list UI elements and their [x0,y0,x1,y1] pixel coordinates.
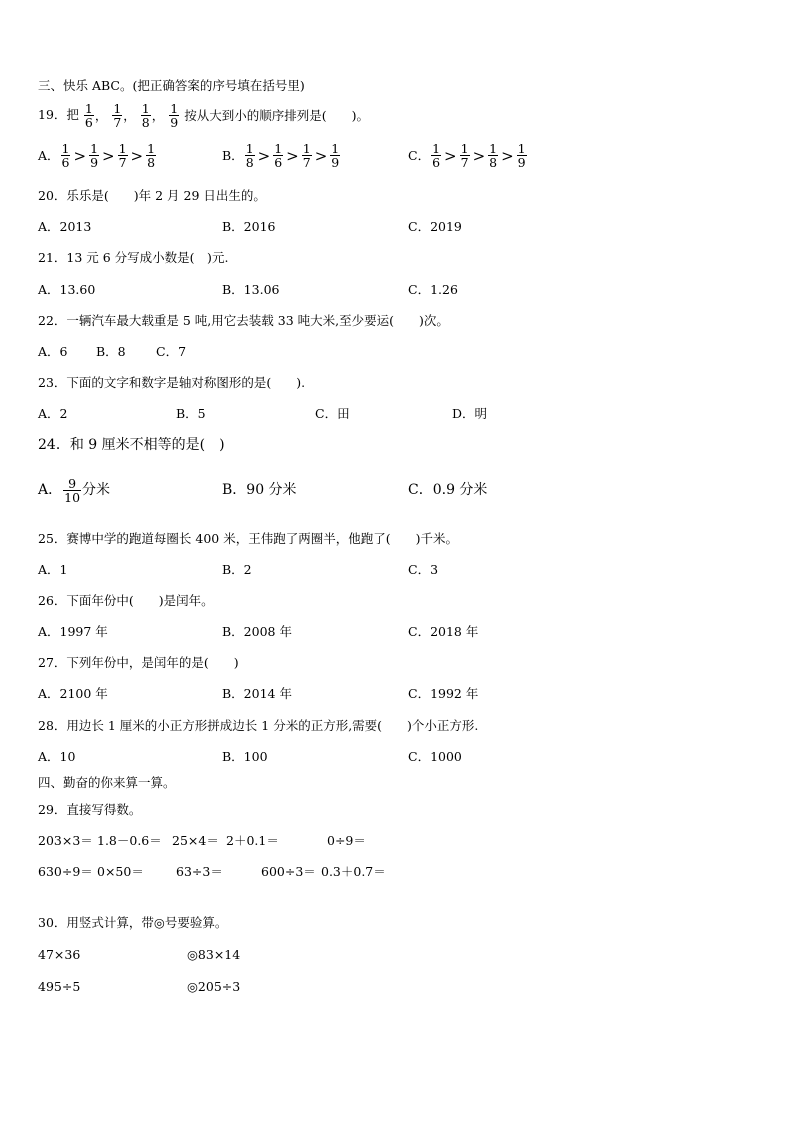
question-26: 26．下面年份中( )是闰年。 [38,593,214,608]
option-19-c[interactable]: C． $\frac{1}{6}$ > $\frac{1}{7}$ > $\frac{1}{8}$ > $\frac{1}{9}$ [408,141,526,170]
option-27-b[interactable]: B．2014 年 [222,686,292,701]
option-26-c[interactable]: C．2018 年 [408,624,479,639]
question-29: 29．直接写得数。 [38,802,142,817]
question-28: 28．用边长 1 厘米的小正方形拼成边长 1 分米的正方形,需要( )个小正方形. [38,718,479,733]
question-23: 23．下面的文字和数字是轴对称图形的是( ). [38,375,306,390]
question-20: 20．乐乐是( )年 2 月 29 日出生的。 [38,188,266,203]
calc-item: 630÷9＝ [38,864,93,879]
option-20-b[interactable]: B．2016 [222,219,276,234]
section-3-title: 三、快乐 ABC。(把正确答案的序号填在括号里) [38,78,305,93]
option-19-b[interactable]: B． $\frac{1}{8}$ > $\frac{1}{6}$ > $\frac{1}{7}$ > $\frac{1}{9}$ [222,141,340,170]
vertical-calc-item: 495÷5 [38,979,81,994]
fraction: $\frac{1}{7}$ [113,101,122,130]
question-21: 21．13 元 6 分写成小数是( )元. [38,250,229,265]
question-30: 30．用竖式计算，带◎号要验算。 [38,915,228,930]
option-27-a[interactable]: A．2100 年 [38,686,108,701]
option-23-c[interactable]: C．田 [315,406,350,421]
question-27: 27．下列年份中，是闰年的是( ) [38,655,239,670]
option-19-a[interactable]: A． $\frac{1}{6}$ > $\frac{1}{9}$ > $\frac{1}{7}$ > $\frac{1}{8}$ [38,141,156,170]
question-22: 22．一辆汽车最大载重是 5 吨,用它去装载 33 吨大米,至少要运( )次。 [38,313,449,328]
separator: ， [94,107,108,123]
vertical-calc-item: ◎83×14 [187,947,241,962]
option-25-c[interactable]: C．3 [408,562,439,577]
calc-item: 63÷3＝ [176,864,223,879]
question-24: 24．和 9 厘米不相等的是( ) [38,437,225,453]
calc-item: 2＋0.1＝ [226,833,279,848]
option-28-b[interactable]: B．100 [222,749,268,764]
option-24-b[interactable]: B．90 分米 [222,482,297,498]
option-23-b[interactable]: B．5 [176,406,206,421]
question-19-number: 19．把 [38,107,79,122]
calc-item: 0.3＋0.7＝ [321,864,386,879]
option-21-a[interactable]: A．13.60 [38,282,96,297]
calc-item: 600÷3＝ [261,864,316,879]
calc-item: 203×3＝ [38,833,93,848]
option-22-a[interactable]: A．6 [38,344,68,359]
vertical-calc-item: ◎205÷3 [187,979,241,994]
fraction: $\frac{1}{6}$ [84,101,93,130]
vertical-calc-item: 47×36 [38,947,81,962]
option-25-b[interactable]: B．2 [222,562,252,577]
option-20-c[interactable]: C．2019 [408,219,462,234]
option-28-c[interactable]: C．1000 [408,749,462,764]
option-23-a[interactable]: A．2 [38,406,68,421]
question-19-text: 按从大到小的顺序排列是( )。 [184,107,369,123]
option-22-c[interactable]: C．7 [156,344,187,359]
question-19 [38,100,369,131]
option-24-c[interactable]: C．0.9 分米 [408,482,488,498]
section-4-title: 四、勤奋的你来算一算。 [38,775,176,790]
calc-item: 1.8－0.6＝ [97,833,162,848]
option-25-a[interactable]: A．1 [38,562,68,577]
option-24-a[interactable]: A． $\frac{9}{10}$ 分米 [38,475,111,505]
calc-item: 25×4＝ [172,833,219,848]
option-26-b[interactable]: B．2008 年 [222,624,292,639]
fraction: $\frac{1}{9}$ [170,101,179,130]
calc-item: 0×50＝ [97,864,144,879]
option-21-c[interactable]: C．1.26 [408,282,458,297]
fraction: $\frac{1}{8}$ [141,101,150,130]
option-27-c[interactable]: C．1992 年 [408,686,479,701]
question-25: 25．赛博中学的跑道每圈长 400 米，王伟跑了两圈半，他跑了( )千米。 [38,531,458,546]
option-21-b[interactable]: B．13.06 [222,282,280,297]
option-20-a[interactable]: A．2013 [38,219,92,234]
option-23-d[interactable]: D．明 [452,406,488,421]
separator: ， [123,107,136,123]
calc-item: 0÷9＝ [327,833,366,848]
option-22-b[interactable]: B．8 [96,344,126,359]
option-28-a[interactable]: A．10 [38,749,76,764]
option-26-a[interactable]: A．1997 年 [38,624,108,639]
separator: ， [151,107,165,123]
